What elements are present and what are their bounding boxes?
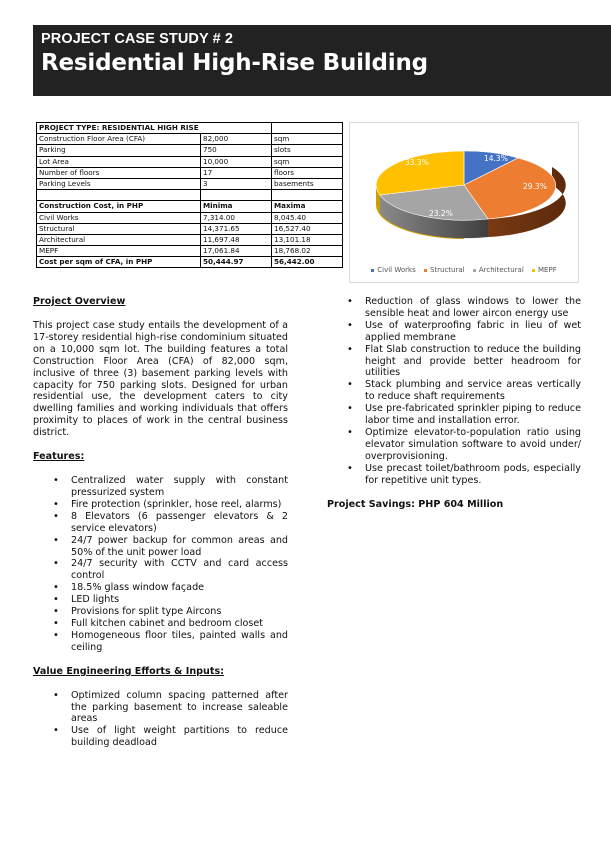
table-row: Architectural 11,697.48 13,101.18 (37, 234, 343, 245)
overview-body: This project case study entails the development of a 17-storey residential high-rise condominium situated on a 10,000 sqm lot. The building features a total Construction Floor Area (CFA) of 82,000 sqm, inclusive of three (3) basement parking levels with capacity for 750 parking slots. Designed for urban residential use, the development caters to city dwelling families and working individuals that offers proximity to places of work in the central business district. (33, 320, 288, 439)
mepf-swatch-icon (532, 269, 535, 272)
list-item: • 18.5% glass window façade (71, 582, 288, 594)
value-engineering-heading: Value Engineering Efforts & Inputs: (33, 665, 224, 677)
list-item: • Use precast toilet/bathroom pods, especially for repetitive unit types. (365, 463, 581, 487)
list-item: • 8 Elevators (6 passenger elevators & 2 service elevators) (71, 511, 288, 535)
table-row (37, 123, 343, 134)
project-specs-table (36, 122, 343, 268)
chart-legend (350, 266, 578, 274)
list-item: • Optimize elevator-to-population ratio using elevator simulation software to avoid under/ overprovisioning. (365, 427, 581, 463)
svg-text:14.3%: 14.3% (484, 154, 508, 163)
project-savings: Project Savings: PHP 604 Million (327, 498, 504, 510)
features-heading: Features: (33, 451, 85, 463)
total-row: Cost per sqm of CFA, in PHP 50,444.97 56,442.00 (37, 257, 343, 268)
list-item: • 24/7 power backup for common areas and 50% of the unit power load (71, 535, 288, 559)
list-item: • Reduction of glass windows to lower the sensible heat and lower aircon energy use (365, 296, 581, 320)
list-item: • Use of light weight partitions to reduce building deadload (71, 725, 288, 749)
list-item: • Use of waterproofing fabric in lieu of wet applied membrane (365, 320, 581, 344)
list-item: • Fire protection (sprinkler, hose reel, alarms) (71, 499, 288, 511)
structural-swatch-icon (424, 269, 427, 272)
value-engineering-list-part1 (33, 690, 288, 750)
table-row: Construction Floor Area (CFA) 82,000 sqm (37, 134, 343, 145)
list-item: • Full kitchen cabinet and bedroom closet (71, 618, 288, 630)
svg-text:33.3%: 33.3% (405, 158, 429, 167)
right-column (327, 296, 581, 510)
title-banner (33, 25, 611, 96)
civil-works-swatch-icon (371, 269, 374, 272)
legend-item-structural: Structural (424, 266, 465, 274)
table-row: Number of floors 17 floors (37, 167, 343, 178)
list-item: • 24/7 security with CCTV and card access control (71, 558, 288, 582)
cost-breakdown-pie-chart (349, 122, 579, 283)
list-item: • Homogeneous floor tiles, painted walls and ceiling (71, 630, 288, 654)
architectural-swatch-icon (473, 269, 476, 272)
value-engineering-list-part2 (327, 296, 581, 487)
cost-header-row: Construction Cost, in PHP Minima Maxima (37, 201, 343, 212)
table-row-blank (37, 190, 343, 201)
features-list (33, 475, 288, 654)
list-item: • Provisions for split type Aircons (71, 606, 288, 618)
table-row: Civil Works 7,314.00 8,045.40 (37, 212, 343, 223)
legend-item-mepf: MEPF (532, 266, 557, 274)
table-row: Parking Levels 3 basements (37, 178, 343, 189)
list-item: • Use pre-fabricated sprinkler piping to reduce labor time and installation error. (365, 403, 581, 427)
legend-item-architectural: Architectural (473, 266, 524, 274)
pie-graphic (350, 123, 578, 263)
legend-item-civil-works: Civil Works (371, 266, 415, 274)
svg-text:29.3%: 29.3% (523, 182, 547, 191)
list-item: • LED lights (71, 594, 288, 606)
case-study-kicker: PROJECT CASE STUDY # 2 (41, 31, 234, 47)
list-item: • Centralized water supply with constant pressurized system (71, 475, 288, 499)
table-row: Structural 14,371.65 16,527.40 (37, 223, 343, 234)
table-title: PROJECT TYPE: RESIDENTIAL HIGH RISE (37, 123, 272, 134)
list-item: • Flat Slab construction to reduce the building height and provide better headroom for utilities (365, 344, 581, 380)
list-item: • Optimized column spacing patterned after the parking basement to increase saleable areas (71, 690, 288, 726)
svg-text:23.2%: 23.2% (429, 209, 453, 218)
overview-heading: Project Overview (33, 296, 126, 307)
table-row: MEPF 17,061.84 18,768.02 (37, 246, 343, 257)
left-column (33, 296, 288, 761)
table-row: Lot Area 10,000 sqm (37, 156, 343, 167)
list-item: • Stack plumbing and service areas vertically to reduce shaft requirements (365, 379, 581, 403)
table-row: Parking 750 slots (37, 145, 343, 156)
page-title: Residential High-Rise Building (41, 50, 428, 76)
